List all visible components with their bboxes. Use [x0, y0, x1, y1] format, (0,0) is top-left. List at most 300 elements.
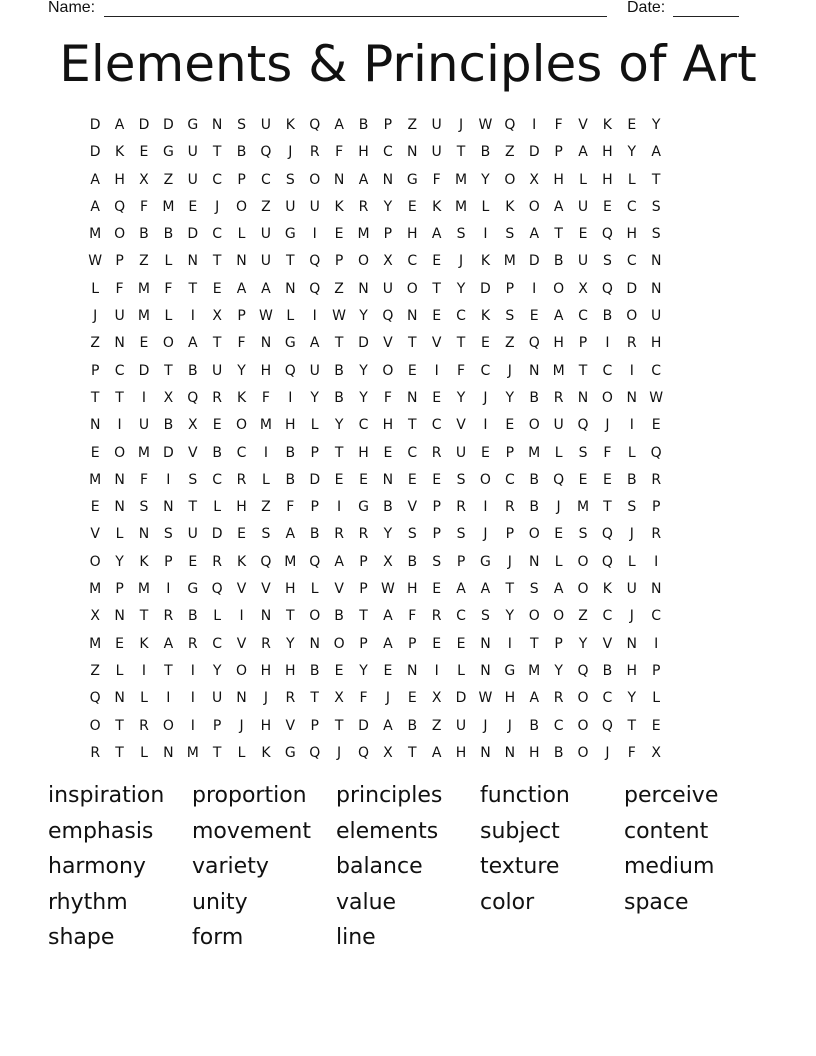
grid-letter[interactable]: W [649, 389, 664, 406]
grid-letter[interactable]: Y [212, 662, 222, 679]
grid-letter[interactable]: F [383, 389, 392, 406]
grid-letter[interactable]: H [236, 499, 247, 516]
grid-letter[interactable]: D [626, 280, 638, 297]
grid-letter[interactable]: M [284, 553, 297, 570]
grid-letter[interactable]: Z [90, 662, 100, 679]
grid-letter[interactable]: M [455, 198, 468, 215]
grid-letter[interactable]: P [651, 499, 661, 516]
grid-letter[interactable]: R [187, 635, 198, 652]
grid-letter[interactable]: X [187, 417, 198, 434]
grid-letter[interactable]: C [602, 362, 613, 379]
grid-letter[interactable]: E [237, 526, 246, 543]
grid-letter[interactable]: Q [260, 553, 272, 570]
grid-letter[interactable]: G [504, 662, 516, 679]
grid-letter[interactable]: R [334, 526, 344, 543]
grid-letter[interactable]: N [650, 253, 662, 270]
grid-letter[interactable]: I [532, 280, 537, 297]
grid-letter[interactable]: E [90, 499, 100, 516]
grid-letter[interactable]: Y [334, 417, 344, 434]
grid-letter[interactable]: Y [359, 662, 368, 679]
grid-letter[interactable]: Y [286, 635, 295, 652]
grid-letter[interactable]: O [479, 471, 491, 488]
grid-letter[interactable]: X [383, 744, 393, 761]
grid-letter[interactable]: S [456, 526, 466, 543]
grid-letter[interactable]: Q [89, 690, 101, 707]
grid-letter[interactable]: L [554, 553, 563, 570]
grid-letter[interactable]: R [236, 471, 247, 488]
grid-letter[interactable]: S [237, 117, 246, 133]
grid-letter[interactable]: B [602, 308, 613, 325]
grid-letter[interactable]: Z [505, 335, 515, 352]
grid-letter[interactable]: Q [114, 198, 126, 215]
grid-letter[interactable]: Q [260, 144, 272, 161]
grid-letter[interactable]: Q [528, 335, 540, 352]
grid-letter[interactable]: T [188, 499, 198, 516]
grid-letter[interactable]: T [334, 444, 344, 461]
grid-letter[interactable]: H [504, 690, 516, 707]
grid-letter[interactable]: R [651, 471, 662, 488]
grid-letter[interactable]: P [310, 717, 319, 734]
grid-letter[interactable]: H [260, 362, 272, 379]
grid-letter[interactable]: L [262, 471, 270, 488]
grid-letter[interactable]: O [114, 226, 126, 243]
grid-letter[interactable]: J [483, 526, 488, 543]
grid-letter[interactable]: O [553, 280, 565, 297]
grid-letter[interactable]: D [455, 690, 467, 707]
grid-letter[interactable]: Q [650, 444, 662, 461]
grid-letter[interactable]: H [260, 662, 272, 679]
grid-letter[interactable]: I [117, 417, 122, 434]
grid-letter[interactable]: A [358, 171, 369, 188]
grid-letter[interactable]: U [431, 117, 442, 133]
grid-letter[interactable]: D [138, 362, 150, 379]
grid-letter[interactable]: J [458, 253, 464, 270]
grid-letter[interactable]: Q [504, 117, 516, 133]
grid-letter[interactable]: Q [284, 362, 296, 379]
grid-letter[interactable]: T [407, 417, 417, 434]
grid-letter[interactable]: Q [309, 280, 321, 297]
grid-letter[interactable]: A [553, 581, 564, 598]
grid-letter[interactable]: O [333, 635, 345, 652]
grid-letter[interactable]: P [237, 308, 246, 325]
grid-letter[interactable]: G [187, 117, 199, 133]
grid-letter[interactable]: H [650, 335, 662, 352]
grid-letter[interactable]: O [626, 308, 638, 325]
grid-letter[interactable]: O [577, 744, 589, 761]
grid-letter[interactable]: L [140, 744, 148, 761]
grid-letter[interactable]: R [358, 198, 369, 215]
grid-letter[interactable]: H [455, 744, 467, 761]
grid-letter[interactable]: E [627, 117, 637, 133]
grid-letter[interactable]: K [602, 117, 612, 133]
grid-letter[interactable]: D [358, 717, 369, 734]
grid-letter[interactable]: G [284, 226, 296, 243]
grid-letter[interactable]: E [139, 144, 149, 161]
grid-letter[interactable]: N [163, 499, 174, 516]
grid-letter[interactable]: B [285, 471, 296, 488]
grid-letter[interactable]: B [163, 417, 174, 434]
grid-letter[interactable]: O [357, 253, 369, 270]
grid-letter[interactable]: M [576, 499, 590, 516]
grid-letter[interactable]: L [627, 444, 636, 461]
grid-letter[interactable]: D [309, 471, 321, 488]
grid-letter[interactable]: P [383, 226, 393, 243]
grid-letter[interactable]: K [432, 198, 442, 215]
grid-letter[interactable]: R [90, 744, 101, 761]
grid-letter[interactable]: H [285, 581, 296, 598]
grid-letter[interactable]: F [554, 117, 563, 133]
grid-letter[interactable]: O [528, 417, 540, 434]
grid-letter[interactable]: S [505, 308, 515, 325]
grid-letter[interactable]: C [602, 690, 613, 707]
grid-letter[interactable]: N [577, 389, 589, 406]
grid-letter[interactable]: Y [505, 389, 515, 406]
grid-letter[interactable]: F [408, 608, 417, 625]
grid-letter[interactable]: E [456, 635, 466, 652]
grid-letter[interactable]: E [432, 471, 442, 488]
grid-letter[interactable]: C [578, 308, 588, 325]
grid-letter[interactable]: V [407, 499, 418, 516]
grid-letter[interactable]: S [407, 526, 417, 543]
grid-letter[interactable]: O [553, 608, 565, 625]
grid-letter[interactable]: N [650, 581, 662, 598]
grid-letter[interactable]: W [478, 690, 493, 707]
grid-letter[interactable]: V [334, 581, 344, 598]
grid-letter[interactable]: R [553, 389, 564, 406]
grid-letter[interactable]: X [334, 690, 344, 707]
grid-letter[interactable]: J [483, 717, 488, 734]
grid-letter[interactable]: A [261, 280, 271, 297]
grid-letter[interactable]: T [603, 499, 612, 516]
grid-letter[interactable]: C [602, 608, 613, 625]
grid-letter[interactable]: Q [187, 389, 199, 406]
grid-letter[interactable]: S [456, 471, 466, 488]
grid-letter[interactable]: C [431, 417, 442, 434]
grid-letter[interactable]: P [505, 444, 515, 461]
grid-letter[interactable]: K [139, 635, 149, 652]
grid-letter[interactable]: M [89, 226, 102, 243]
grid-letter[interactable]: H [626, 662, 638, 679]
grid-letter[interactable]: D [528, 144, 540, 161]
grid-letter[interactable]: E [651, 417, 661, 434]
grid-letter[interactable]: W [259, 308, 273, 325]
grid-letter[interactable]: Q [211, 581, 223, 598]
grid-letter[interactable]: L [627, 171, 636, 188]
grid-letter[interactable]: V [578, 117, 588, 133]
grid-letter[interactable]: S [456, 226, 466, 243]
grid-letter[interactable]: U [285, 198, 296, 215]
grid-letter[interactable]: A [529, 226, 540, 243]
grid-letter[interactable]: B [553, 253, 564, 270]
grid-letter[interactable]: T [407, 744, 417, 761]
grid-letter[interactable]: U [455, 444, 467, 461]
grid-letter[interactable]: T [407, 335, 417, 352]
grid-letter[interactable]: H [528, 744, 540, 761]
grid-letter[interactable]: O [309, 171, 321, 188]
grid-letter[interactable]: O [406, 280, 418, 297]
grid-letter[interactable]: P [505, 280, 515, 297]
grid-letter[interactable]: I [239, 608, 244, 625]
grid-letter[interactable]: U [187, 171, 198, 188]
grid-letter[interactable]: E [529, 308, 539, 325]
grid-letter[interactable]: N [114, 608, 125, 625]
grid-letter[interactable]: I [141, 389, 147, 406]
grid-letter[interactable]: N [528, 553, 540, 570]
grid-letter[interactable]: F [139, 198, 148, 215]
grid-letter[interactable]: E [407, 471, 417, 488]
grid-letter[interactable]: I [629, 417, 634, 434]
grid-letter[interactable]: A [553, 308, 564, 325]
grid-letter[interactable]: M [137, 444, 151, 461]
grid-letter[interactable]: C [407, 444, 418, 461]
grid-letter[interactable]: S [578, 444, 588, 461]
grid-letter[interactable]: L [91, 280, 100, 297]
grid-letter[interactable]: B [236, 144, 247, 161]
grid-letter[interactable]: V [431, 335, 442, 352]
grid-letter[interactable]: P [164, 553, 173, 570]
grid-letter[interactable]: M [89, 635, 102, 652]
grid-letter[interactable]: V [187, 444, 198, 461]
grid-letter[interactable]: F [432, 171, 441, 188]
grid-letter[interactable]: R [431, 608, 442, 625]
grid-letter[interactable]: B [212, 444, 222, 461]
grid-letter[interactable]: D [162, 444, 174, 461]
grid-letter[interactable]: Q [309, 253, 321, 270]
grid-letter[interactable]: O [309, 608, 321, 625]
grid-letter[interactable]: O [89, 553, 101, 570]
grid-letter[interactable]: M [137, 308, 151, 325]
grid-letter[interactable]: Z [261, 499, 271, 516]
grid-letter[interactable]: A [529, 690, 540, 707]
grid-letter[interactable]: T [115, 717, 124, 734]
name-blank-line[interactable] [104, 16, 607, 17]
grid-letter[interactable]: N [114, 335, 125, 352]
grid-letter[interactable]: H [602, 144, 613, 161]
grid-letter[interactable]: Q [553, 471, 565, 488]
grid-letter[interactable]: O [577, 581, 589, 598]
grid-letter[interactable]: U [212, 690, 223, 707]
grid-letter[interactable]: N [626, 389, 638, 406]
grid-letter[interactable]: H [285, 662, 296, 679]
grid-letter[interactable]: N [358, 280, 369, 297]
grid-letter[interactable]: N [114, 690, 125, 707]
grid-letter[interactable]: H [358, 144, 369, 161]
grid-letter[interactable]: A [285, 526, 296, 543]
grid-letter[interactable]: R [456, 499, 466, 516]
grid-letter[interactable]: R [553, 690, 564, 707]
grid-letter[interactable]: I [141, 662, 147, 679]
grid-letter[interactable]: T [505, 581, 515, 598]
grid-letter[interactable]: I [312, 226, 317, 243]
grid-letter[interactable]: S [188, 471, 198, 488]
grid-letter[interactable]: J [483, 389, 488, 406]
grid-letter[interactable]: Z [431, 717, 442, 734]
grid-letter[interactable]: G [406, 171, 418, 188]
grid-letter[interactable]: C [212, 471, 223, 488]
grid-letter[interactable]: U [212, 362, 223, 379]
grid-letter[interactable]: T [651, 171, 661, 188]
grid-letter[interactable]: L [237, 226, 246, 243]
grid-letter[interactable]: F [627, 744, 636, 761]
grid-letter[interactable]: Q [309, 553, 321, 570]
grid-letter[interactable]: N [382, 471, 394, 488]
grid-letter[interactable]: Q [577, 662, 589, 679]
grid-letter[interactable]: F [457, 362, 466, 379]
grid-letter[interactable]: M [89, 471, 102, 488]
grid-letter[interactable]: N [528, 362, 540, 379]
grid-letter[interactable]: K [602, 581, 612, 598]
grid-letter[interactable]: P [334, 253, 344, 270]
grid-letter[interactable]: A [114, 117, 125, 133]
grid-letter[interactable]: S [481, 608, 490, 625]
grid-letter[interactable]: E [188, 198, 198, 215]
grid-letter[interactable]: U [431, 144, 442, 161]
grid-letter[interactable]: T [554, 226, 563, 243]
grid-letter[interactable]: N [236, 253, 247, 270]
grid-letter[interactable]: C [626, 198, 637, 215]
grid-letter[interactable]: N [285, 280, 296, 297]
grid-letter[interactable]: A [431, 226, 442, 243]
grid-letter[interactable]: N [236, 690, 247, 707]
grid-letter[interactable]: L [115, 526, 124, 543]
grid-letter[interactable]: J [288, 144, 293, 161]
grid-letter[interactable]: M [162, 198, 175, 215]
grid-letter[interactable]: B [358, 117, 369, 133]
grid-letter[interactable]: I [483, 499, 488, 516]
grid-letter[interactable]: E [383, 662, 393, 679]
grid-letter[interactable]: O [528, 198, 540, 215]
grid-letter[interactable]: T [212, 744, 222, 761]
grid-letter[interactable]: A [553, 198, 564, 215]
grid-letter[interactable]: G [162, 144, 174, 161]
grid-letter[interactable]: S [505, 226, 515, 243]
grid-letter[interactable]: I [654, 635, 659, 652]
grid-letter[interactable]: N [480, 744, 491, 761]
grid-letter[interactable]: B [407, 717, 418, 734]
grid-letter[interactable]: K [114, 144, 125, 161]
grid-letter[interactable]: N [89, 417, 101, 434]
grid-letter[interactable]: O [504, 171, 516, 188]
grid-letter[interactable]: O [382, 362, 394, 379]
grid-letter[interactable]: J [629, 526, 634, 543]
grid-letter[interactable]: I [483, 417, 488, 434]
grid-letter[interactable]: C [212, 635, 223, 652]
grid-letter[interactable]: I [507, 635, 512, 652]
grid-letter[interactable]: G [284, 744, 296, 761]
grid-letter[interactable]: R [309, 144, 320, 161]
grid-letter[interactable]: Z [505, 144, 515, 161]
grid-letter[interactable]: B [529, 717, 540, 734]
grid-letter[interactable]: Q [309, 744, 321, 761]
grid-letter[interactable]: N [260, 335, 272, 352]
grid-letter[interactable]: E [602, 198, 612, 215]
grid-letter[interactable]: L [164, 253, 173, 270]
grid-letter[interactable]: K [480, 253, 491, 270]
grid-letter[interactable]: P [115, 253, 124, 270]
grid-letter[interactable]: Y [651, 117, 661, 133]
grid-letter[interactable]: C [456, 308, 466, 325]
grid-letter[interactable]: L [310, 581, 319, 598]
grid-letter[interactable]: W [478, 117, 493, 133]
grid-letter[interactable]: L [286, 308, 295, 325]
grid-letter[interactable]: T [188, 280, 198, 297]
grid-letter[interactable]: U [651, 308, 662, 325]
grid-letter[interactable]: Y [383, 198, 393, 215]
grid-letter[interactable]: G [187, 581, 199, 598]
grid-letter[interactable]: P [310, 499, 319, 516]
grid-letter[interactable]: U [309, 198, 320, 215]
grid-letter[interactable]: E [212, 280, 222, 297]
grid-letter[interactable]: E [505, 417, 515, 434]
grid-letter[interactable]: G [358, 499, 369, 516]
grid-letter[interactable]: A [187, 335, 198, 352]
grid-letter[interactable]: N [407, 389, 418, 406]
grid-letter[interactable]: N [626, 635, 638, 652]
grid-letter[interactable]: O [162, 717, 174, 734]
grid-letter[interactable]: R [285, 690, 296, 707]
grid-letter[interactable]: I [629, 362, 634, 379]
grid-letter[interactable]: R [139, 717, 149, 734]
grid-letter[interactable]: C [212, 171, 223, 188]
grid-letter[interactable]: L [481, 198, 490, 215]
grid-letter[interactable]: W [380, 581, 395, 598]
grid-letter[interactable]: F [237, 335, 246, 352]
grid-letter[interactable]: K [285, 117, 295, 133]
grid-letter[interactable]: E [432, 635, 442, 652]
grid-letter[interactable]: H [260, 717, 272, 734]
grid-letter[interactable]: Y [359, 389, 368, 406]
grid-letter[interactable]: Z [334, 280, 344, 297]
grid-letter[interactable]: W [88, 253, 103, 270]
grid-letter[interactable]: S [432, 553, 442, 570]
grid-letter[interactable]: U [260, 226, 272, 243]
grid-letter[interactable]: T [212, 253, 222, 270]
grid-letter[interactable]: E [432, 308, 442, 325]
grid-letter[interactable]: L [457, 662, 465, 679]
grid-letter[interactable]: P [408, 635, 417, 652]
grid-letter[interactable]: M [137, 280, 151, 297]
grid-letter[interactable]: K [505, 198, 515, 215]
grid-letter[interactable]: O [528, 526, 540, 543]
grid-letter[interactable]: J [215, 198, 220, 215]
grid-letter[interactable]: B [163, 226, 174, 243]
grid-letter[interactable]: E [481, 444, 490, 461]
grid-letter[interactable]: E [554, 526, 564, 543]
grid-letter[interactable]: B [187, 608, 198, 625]
grid-letter[interactable]: K [334, 198, 344, 215]
grid-letter[interactable]: P [359, 581, 368, 598]
grid-letter[interactable]: F [286, 499, 295, 516]
grid-letter[interactable]: F [139, 471, 148, 488]
grid-letter[interactable]: L [213, 499, 222, 516]
grid-letter[interactable]: I [190, 717, 195, 734]
grid-letter[interactable]: U [260, 253, 272, 270]
grid-letter[interactable]: Q [357, 744, 369, 761]
grid-letter[interactable]: Q [601, 226, 613, 243]
grid-letter[interactable]: A [651, 144, 661, 161]
grid-letter[interactable]: E [188, 553, 198, 570]
grid-letter[interactable]: J [629, 608, 634, 625]
grid-letter[interactable]: F [359, 690, 368, 707]
grid-letter[interactable]: P [90, 362, 100, 379]
grid-letter[interactable]: I [483, 226, 488, 243]
grid-letter[interactable]: N [260, 608, 272, 625]
grid-letter[interactable]: U [577, 198, 589, 215]
grid-letter[interactable]: R [431, 444, 442, 461]
grid-letter[interactable]: J [263, 690, 268, 707]
grid-letter[interactable]: J [239, 717, 244, 734]
grid-letter[interactable]: I [190, 690, 195, 707]
